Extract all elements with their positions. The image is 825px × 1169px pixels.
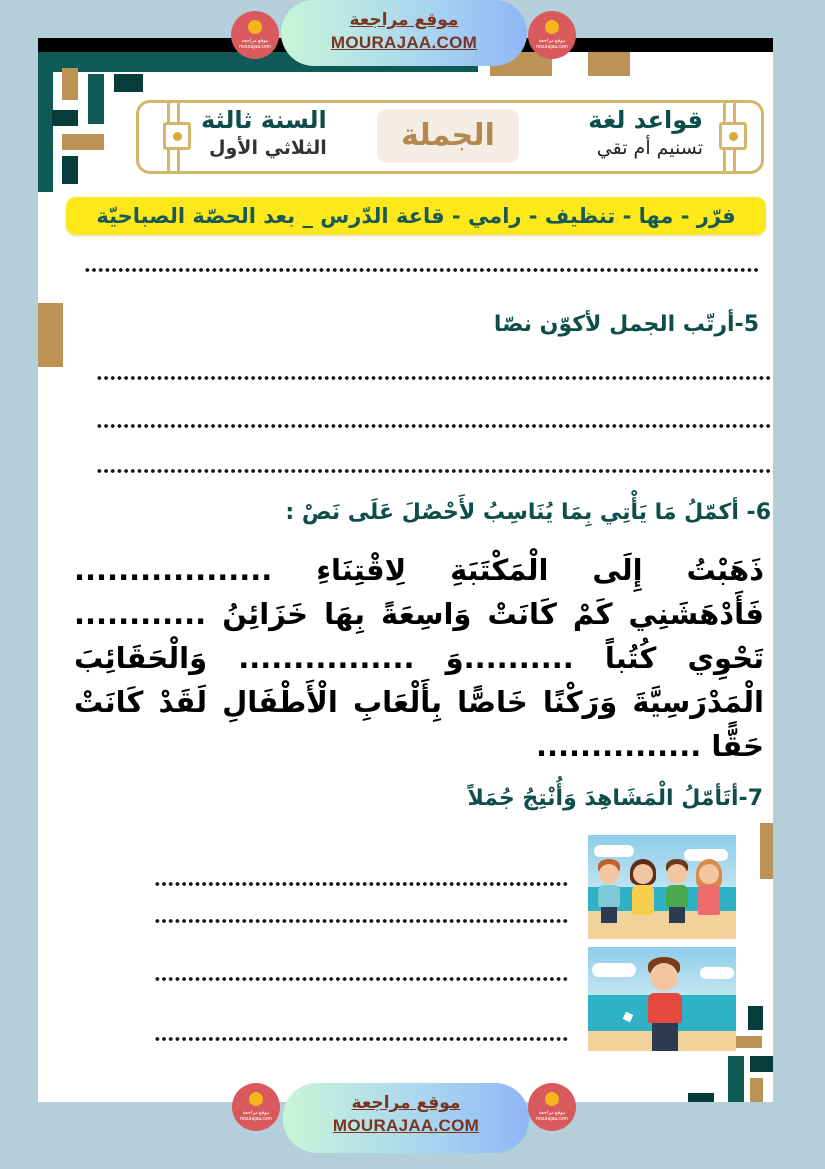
question-6-title: 6- أكمّلُ مَا يَأْتِي بِمَا يُنَاسِبُ لأَحْصُلَ عَلَى نَصْ : [285,500,771,525]
circle-ornament-icon [729,132,738,141]
grade-label: السنة ثالثة [201,106,327,134]
book-logo-icon [249,1092,263,1106]
answer-line[interactable] [96,423,773,429]
watermark-link-top[interactable] [281,0,527,66]
worksheet-page [38,38,773,1102]
question-5-title: 5-أرتّب الجمل لأكوّن نصّا [493,312,759,337]
watermark-arabic[interactable]: موقع مراجعة [349,10,459,30]
deco-block [688,1093,714,1102]
watermark-english[interactable]: MOURAJAA.COM [332,1116,480,1135]
watermark-link-bottom[interactable] [283,1083,529,1153]
deco-block [728,1056,744,1102]
book-logo-icon [545,20,559,34]
answer-line[interactable] [96,468,773,474]
deco-block [588,52,630,76]
banner-emblem-left [157,100,197,174]
term-label: الثلاثي الأول [209,137,327,159]
deco-block [114,74,143,92]
watermark-badge-left: موقع مراجعة mourajaa.com [232,1083,280,1131]
watermark-badge-left: موقع مراجعة mourajaa.com [231,11,279,59]
deco-block [62,156,78,184]
children-playing-image [588,835,736,939]
boy-littering-image [588,947,736,1051]
circle-ornament-icon [173,132,182,141]
book-logo-icon [248,20,262,34]
watermark-english[interactable]: MOURAJAA.COM [330,33,478,52]
deco-block [88,74,104,124]
deco-block [62,134,104,150]
answer-line[interactable] [154,1036,568,1042]
scrambled-words-strip: فرّر - مها - تنظيف - رامي - قاعة الدّرس _ بعد الحصّة الصباحيّة [66,197,766,235]
question-7-title: 7-أتَأمّلُ الْمَشَاهِدَ وَأُنْتِجُ جُمَلاً [467,786,763,811]
deco-block [750,1056,773,1072]
deco-block [38,72,53,192]
watermark-arabic[interactable]: موقع مراجعة [351,1093,461,1113]
fill-in-paragraph[interactable]: ذَهَبْتُ إِلَى الْمَكْتَبَةِ لِاقْتِنَاءِ .................. فَأَدْهَشَنِي كَمْ كَانَتْ وَاسِعَةً بِهَا خَزَائِنُ ............ تَحْوِي كُتُباً ..........وَ ................ وَالْحَقَائِبَ الْمَدْرَسِيَّةَ وَرَكْنًا خَاصًّا بِأَلْعَابِ الْأَطْفَالِ لَقَدْ كَانَتْ حَقًّا ............... [74,553,764,763]
answer-line[interactable] [154,918,568,924]
subject-title: قواعد لغة [588,106,703,134]
author-name: تسنيم أم تقي [596,137,703,159]
deco-block [62,68,78,100]
subject-block [588,105,703,161]
deco-block [38,303,63,367]
answer-line[interactable] [154,881,568,887]
grade-block [201,105,327,161]
deco-block [748,1006,763,1030]
deco-block [760,823,773,879]
lesson-topic: الجملة [377,109,519,163]
answer-line[interactable] [96,375,773,381]
deco-block [750,1078,763,1102]
watermark-badge-right: موقع مراجعة mourajaa.com [528,11,576,59]
deco-block [52,110,78,126]
answer-line[interactable] [154,976,568,982]
answer-line[interactable] [84,267,760,273]
book-logo-icon [545,1092,559,1106]
watermark-badge-right: موقع مراجعة mourajaa.com [528,1083,576,1131]
banner-emblem-right [713,100,753,174]
header-banner [136,100,764,174]
